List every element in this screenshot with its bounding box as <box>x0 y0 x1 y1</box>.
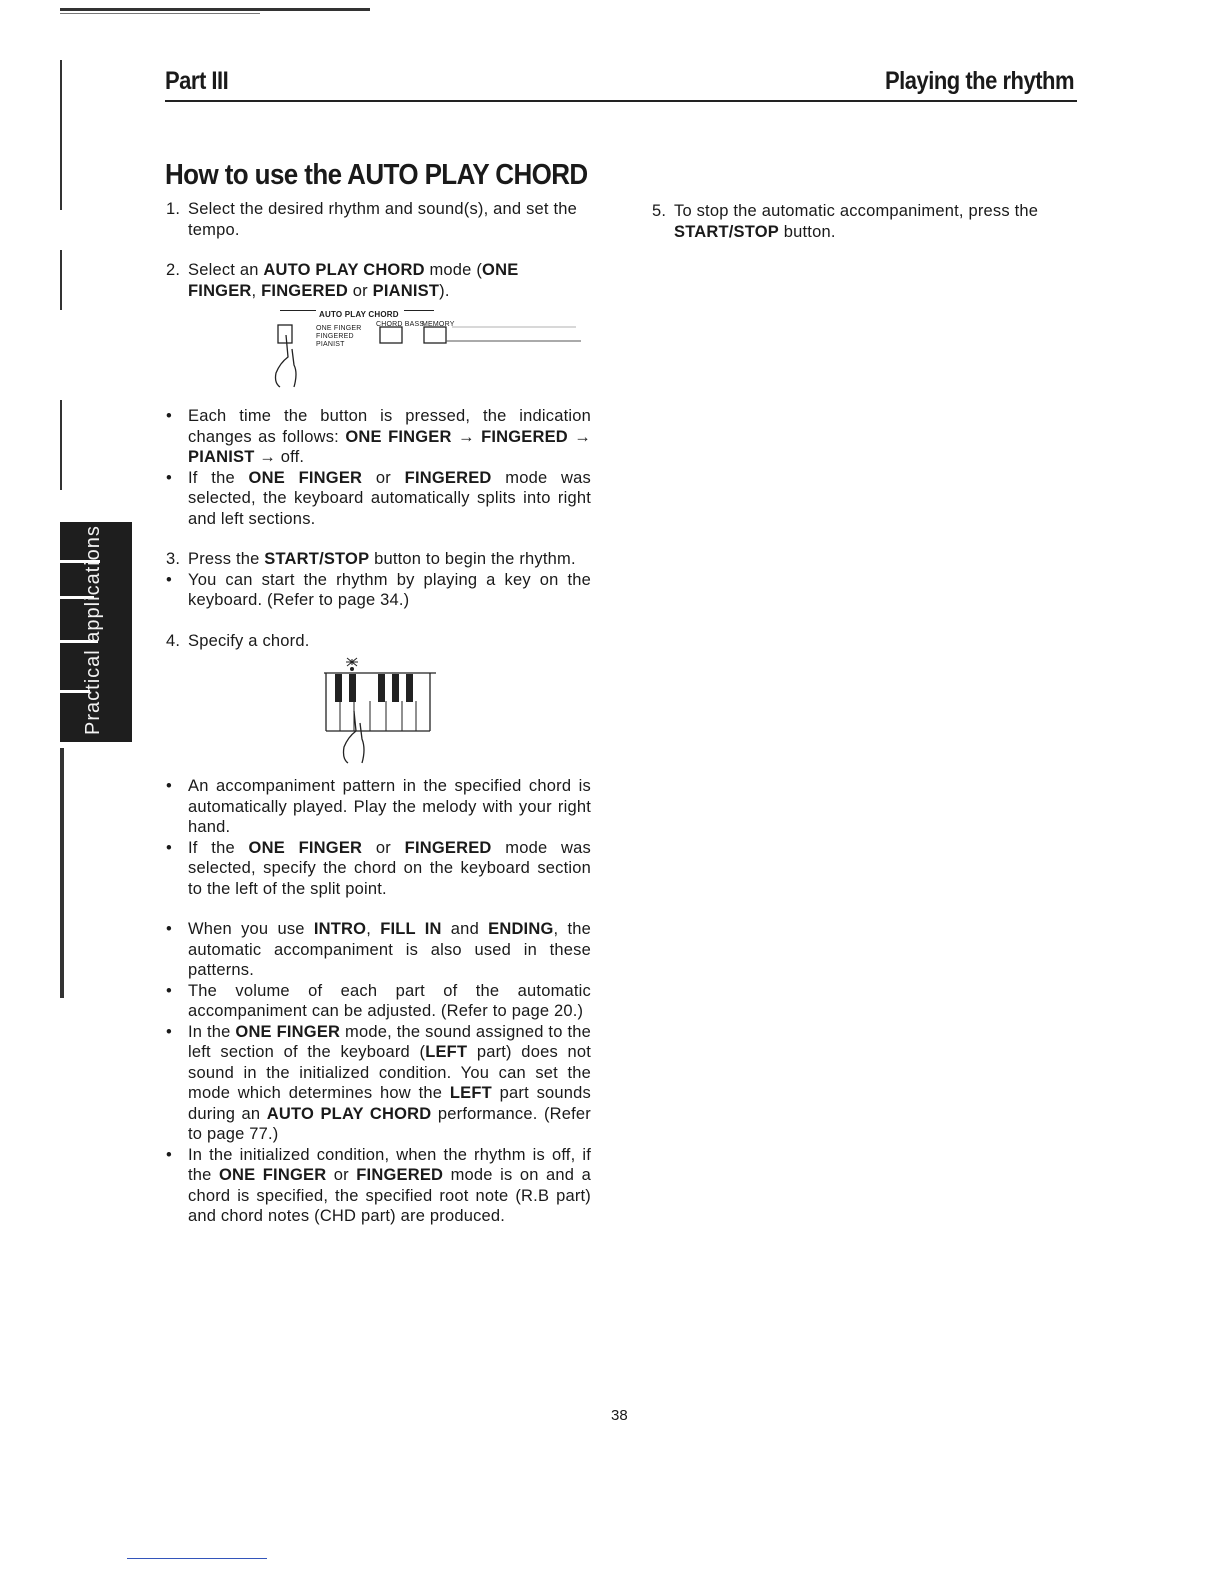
bullet-item: • When you use INTRO, FILL IN and ENDING, the automatic accompaniment is also used in these patterns. <box>166 920 592 979</box>
step-3 <box>166 549 591 570</box>
page-edge-mark <box>60 60 62 210</box>
page-edge-mark <box>60 250 62 310</box>
panel-option-one-finger: ONE FINGER <box>316 325 362 332</box>
step-5 <box>652 201 1082 242</box>
page-edge-mark <box>60 748 64 998</box>
scan-artifact-top-thin <box>60 13 260 14</box>
panel-option-pianist: PIANIST <box>316 341 345 348</box>
panel-option-memory: MEMORY <box>422 321 455 328</box>
auto-play-chord-panel-illustration <box>236 301 586 406</box>
keyboard-drawing <box>236 651 566 776</box>
page-number: 38 <box>611 1407 628 1424</box>
page-title: How to use the AUTO PLAY CHORD <box>165 157 588 191</box>
bottom-rule <box>127 1558 267 1559</box>
panel-title: AUTO PLAY CHORD <box>319 310 399 319</box>
step-text: Select an AUTO PLAY CHORD mode (ONE FINGER, FINGERED or PIANIST). <box>188 261 519 300</box>
bullet-item: • The volume of each part of the automatic accompaniment can be adjusted. (Refer to page 20.) <box>166 981 591 1020</box>
step-text: Specify a chord. <box>188 631 310 650</box>
step-number: 1. <box>166 200 181 218</box>
step-number: 3. <box>166 550 181 568</box>
page-edge-mark <box>60 400 62 490</box>
bullet-item: • In the ONE FINGER mode, the sound assigned to the left section of the keyboard (LEFT part) does not sound in the initialized condition. You can set the mode which determines how the LEFT part sounds during an AUTO PLAY CHORD performance. (Refer to page 77.) <box>166 1022 591 1143</box>
bullet-item: • An accompaniment pattern in the specified chord is automatically played. Play the melody with your right hand. <box>166 777 591 836</box>
step-4 <box>166 631 591 652</box>
bullet-item: • Each time the button is pressed, the indication changes as follows: ONE FINGER → FINGERED → PIANIST → off. <box>166 407 591 466</box>
bullet-item: • If the ONE FINGER or FINGERED mode was selected, specify the chord on the keyboard section to the left of the split point. <box>166 838 591 898</box>
side-tab-label: Practical applications <box>82 525 104 735</box>
step-2 <box>166 260 591 301</box>
step-text: To stop the automatic accompaniment, press the START/STOP button. <box>674 202 1039 241</box>
bullet-item: • You can start the rhythm by playing a key on the keyboard. (Refer to page 34.) <box>166 570 591 609</box>
header-part-label: Part III <box>165 66 229 95</box>
step-1 <box>166 199 591 240</box>
header-section-title: Playing the rhythm <box>885 66 1075 95</box>
bullet-item: • In the initialized condition, when the rhythm is off, if the ONE FINGER or FINGERED mode is on and a chord is specified, the specified root note (R.B part) and chord notes (CHD part) are produced. <box>166 1145 591 1225</box>
header-rule <box>165 100 1077 102</box>
step-text: Press the START/STOP button to begin the rhythm. <box>188 550 576 568</box>
step-number: 2. <box>166 261 181 279</box>
step-text: Select the desired rhythm and sound(s), and set the tempo. <box>188 200 577 239</box>
step-number: 5. <box>652 202 667 220</box>
bullet-item: • If the ONE FINGER or FINGERED mode was selected, the keyboard automatically splits into right and left sections. <box>166 468 591 528</box>
right-column <box>652 201 1082 242</box>
scan-artifact-top <box>60 8 370 11</box>
panel-buttons-drawing <box>236 301 586 406</box>
panel-option-chord-bass: CHORD BASS <box>376 321 425 328</box>
step-number: 4. <box>166 631 181 650</box>
indicator-light-icon <box>346 658 358 671</box>
left-column <box>166 199 591 1227</box>
panel-option-fingered: FINGERED <box>316 333 354 340</box>
keyboard-chord-illustration <box>236 651 566 776</box>
